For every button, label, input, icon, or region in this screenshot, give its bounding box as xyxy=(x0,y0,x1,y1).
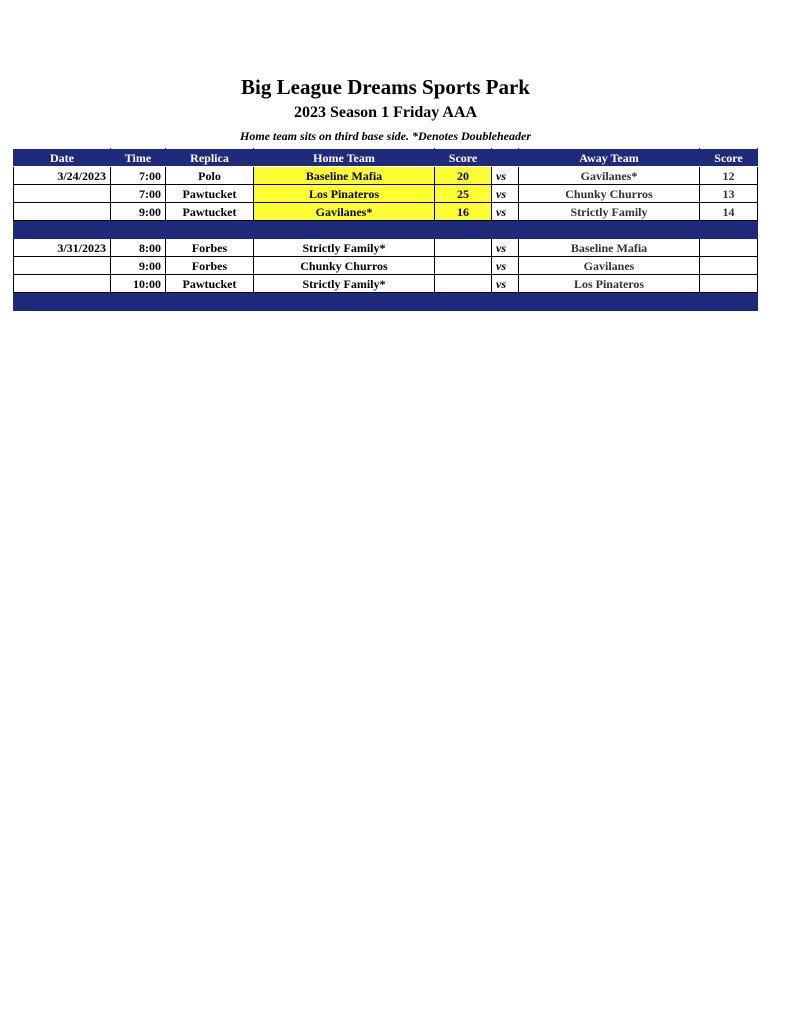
separator-row xyxy=(14,293,758,311)
vs-cell: vs xyxy=(492,239,519,257)
home-score-cell xyxy=(435,275,492,293)
home-score-cell xyxy=(435,239,492,257)
replica-cell: Polo xyxy=(166,167,254,185)
time-cell: 7:00 xyxy=(111,167,166,185)
home-team-cell: Strictly Family* xyxy=(254,239,435,257)
vs-cell: vs xyxy=(492,185,519,203)
separator-cell xyxy=(700,293,758,311)
away-team-cell: Gavilanes xyxy=(519,257,700,275)
page-title: Big League Dreams Sports Park xyxy=(241,75,530,99)
date-cell: 3/24/2023 xyxy=(14,167,111,185)
replica-cell: Forbes xyxy=(166,257,254,275)
separator-cell xyxy=(166,293,254,311)
home-score-cell: 25 xyxy=(435,185,492,203)
away-team-cell: Chunky Churros xyxy=(519,185,700,203)
time-cell: 10:00 xyxy=(111,275,166,293)
away-team-cell: Los Pinateros xyxy=(519,275,700,293)
time-cell: 9:00 xyxy=(111,257,166,275)
away-score-cell: 13 xyxy=(700,185,758,203)
separator-cell xyxy=(492,293,519,311)
separator-cell xyxy=(700,221,758,239)
separator-cell xyxy=(254,221,435,239)
col-header-date: Date xyxy=(14,149,111,167)
season-subtitle: 2023 Season 1 Friday AAA xyxy=(293,104,478,121)
home-score-cell: 20 xyxy=(435,167,492,185)
separator-cell xyxy=(492,221,519,239)
col-header-away-score: Score xyxy=(700,149,758,167)
away-score-cell: 14 xyxy=(700,203,758,221)
separator-cell xyxy=(435,221,492,239)
away-score-cell xyxy=(700,257,758,275)
date-cell xyxy=(14,203,111,221)
away-score-cell: 12 xyxy=(700,167,758,185)
date-cell xyxy=(14,257,111,275)
col-header-vs xyxy=(492,149,519,167)
date-cell: 3/31/2023 xyxy=(14,239,111,257)
separator-cell xyxy=(435,293,492,311)
separator-cell xyxy=(254,293,435,311)
vs-cell: vs xyxy=(492,167,519,185)
home-score-cell xyxy=(435,257,492,275)
game-row xyxy=(14,239,758,257)
separator-cell xyxy=(14,221,111,239)
away-score-cell xyxy=(700,275,758,293)
home-team-cell: Chunky Churros xyxy=(254,257,435,275)
separator-cell xyxy=(111,293,166,311)
col-header-away-team: Away Team xyxy=(519,149,700,167)
separator-cell xyxy=(519,293,700,311)
date-cell xyxy=(14,275,111,293)
time-cell: 7:00 xyxy=(111,185,166,203)
time-cell: 8:00 xyxy=(111,239,166,257)
schedule-body xyxy=(14,167,758,311)
vs-cell: vs xyxy=(492,275,519,293)
replica-cell: Pawtucket xyxy=(166,203,254,221)
separator-cell xyxy=(519,221,700,239)
game-row xyxy=(14,185,758,203)
vs-cell: vs xyxy=(492,257,519,275)
replica-cell: Forbes xyxy=(166,239,254,257)
separator-cell xyxy=(166,221,254,239)
away-team-cell: Strictly Family xyxy=(519,203,700,221)
game-row xyxy=(14,275,758,293)
separator-row xyxy=(14,221,758,239)
game-row xyxy=(14,167,758,185)
header-row xyxy=(14,149,758,167)
game-row xyxy=(14,203,758,221)
col-header-home-score: Score xyxy=(435,149,492,167)
game-row xyxy=(14,257,758,275)
col-header-time: Time xyxy=(111,149,166,167)
replica-cell: Pawtucket xyxy=(166,185,254,203)
vs-cell: vs xyxy=(492,203,519,221)
separator-cell xyxy=(111,221,166,239)
away-score-cell xyxy=(700,239,758,257)
col-header-replica: Replica xyxy=(166,149,254,167)
away-team-cell: Gavilanes* xyxy=(519,167,700,185)
home-team-cell: Strictly Family* xyxy=(254,275,435,293)
home-score-cell: 16 xyxy=(435,203,492,221)
col-header-home-team: Home Team xyxy=(254,149,435,167)
home-team-cell: Gavilanes* xyxy=(254,203,435,221)
separator-cell xyxy=(14,293,111,311)
date-cell xyxy=(14,185,111,203)
time-cell: 9:00 xyxy=(111,203,166,221)
home-team-cell: Los Pinateros xyxy=(254,185,435,203)
schedule-note: Home team sits on third base side. *Denotes Doubleheader xyxy=(240,129,531,143)
replica-cell: Pawtucket xyxy=(166,275,254,293)
schedule-table xyxy=(13,148,758,311)
home-team-cell: Baseline Mafia xyxy=(254,167,435,185)
away-team-cell: Baseline Mafia xyxy=(519,239,700,257)
